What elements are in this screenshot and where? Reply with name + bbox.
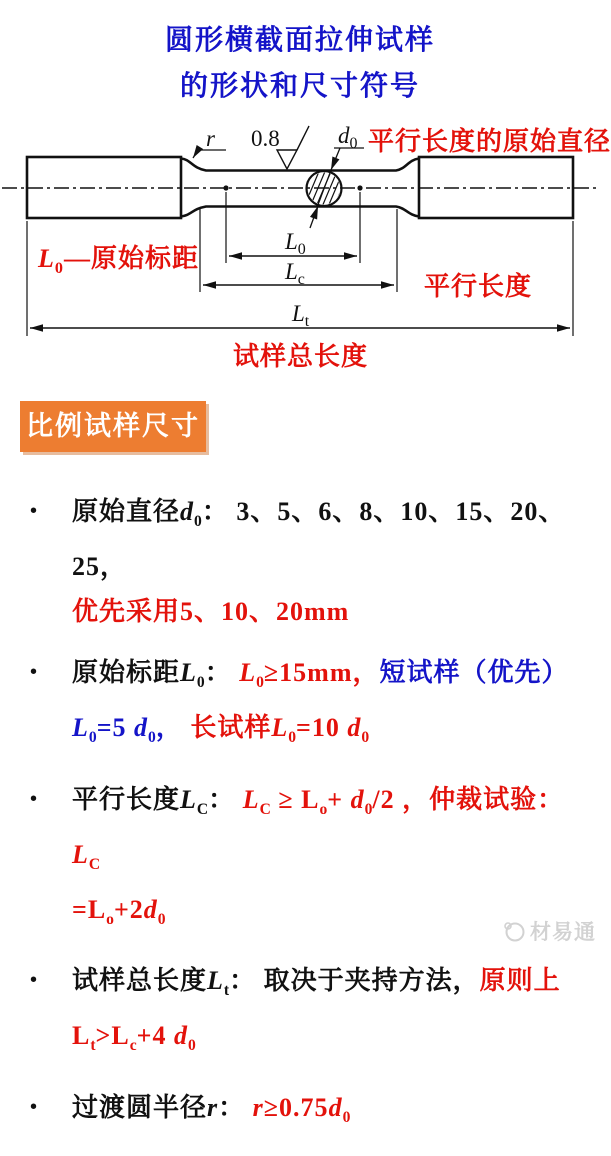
roughness-label: 0.8: [251, 126, 280, 151]
bullet-line: 试样总长度$L_t$： 取决于夹持方法，原则上: [72, 966, 561, 1000]
section-header-box: 比例试样尺寸: [20, 401, 206, 452]
bullet-marker: •: [30, 661, 38, 684]
left-grip: [27, 157, 181, 218]
lt-label: $L_t$: [292, 301, 310, 330]
bullet-content: [72, 650, 592, 760]
bullet-line: $=L_o+2d_0$: [72, 894, 166, 929]
caption-parallel-length: 平行长度: [424, 272, 533, 301]
watermark-logo-icon: [502, 919, 526, 943]
d0-label: $d_0$: [338, 123, 358, 152]
bullet-marker: •: [30, 1095, 38, 1118]
watermark-text: 材易通: [530, 920, 596, 944]
bullet-line: 平行长度$L_C$： $L_C \ge L_o+ d_0/2$ ，仲裁试验： $L_C$: [72, 784, 565, 873]
lc-label: $L_c$: [285, 259, 305, 288]
watermark: [502, 916, 596, 946]
bullet-content: [72, 489, 592, 634]
bullet-item: [30, 650, 592, 760]
page-title-line-2: 的形状和尺寸符号: [179, 70, 420, 101]
caption-total-length: 试样总长度: [233, 342, 369, 371]
fillet-radius-leader: [193, 150, 226, 158]
gauge-mark-right: [357, 185, 362, 190]
bullet-list: [30, 489, 592, 1156]
specimen-top-edge: [181, 159, 419, 171]
l0-label: $L_0$: [285, 229, 306, 258]
bullet-line: $L_t>L_c+4$ $d_0$: [72, 1021, 196, 1055]
bullet-line: 原始直径$d_0$： 3、5、6、8、10、15、20、25，: [72, 497, 566, 582]
bullet-line: $L_0=5$ $d_0$， 长试样$L_0=10$ $d_0$: [72, 713, 370, 747]
page-title-line-1: 圆形横截面拉伸试样: [164, 24, 435, 55]
caption-gauge-length: $L_0—$原始标距: [38, 244, 199, 278]
bullet-marker: •: [30, 787, 38, 810]
bullet-item: [30, 958, 592, 1068]
fillet-radius-label: r: [206, 126, 215, 151]
bullet-item: [30, 489, 592, 634]
caption-original-diameter: 平行长度的原始直径: [368, 127, 611, 156]
bullet-line: 原始标距$L_0$： $L_0\ge 15mm$，短试样（优先）: [72, 658, 569, 692]
bullet-line: 过渡圆半径r： $r\ge 0.75d_0$: [72, 1092, 351, 1126]
gauge-mark-left: [223, 185, 228, 190]
specimen-bottom-edge: [181, 207, 419, 217]
bullet-marker: •: [30, 969, 38, 992]
bullet-line: 优先采用5、10、20mm: [72, 597, 350, 627]
roughness-symbol: [277, 126, 309, 169]
bullet-marker: •: [30, 500, 38, 522]
bullet-content: [72, 958, 592, 1068]
bullet-item: [30, 1085, 592, 1140]
bullet-content: [72, 1085, 592, 1140]
